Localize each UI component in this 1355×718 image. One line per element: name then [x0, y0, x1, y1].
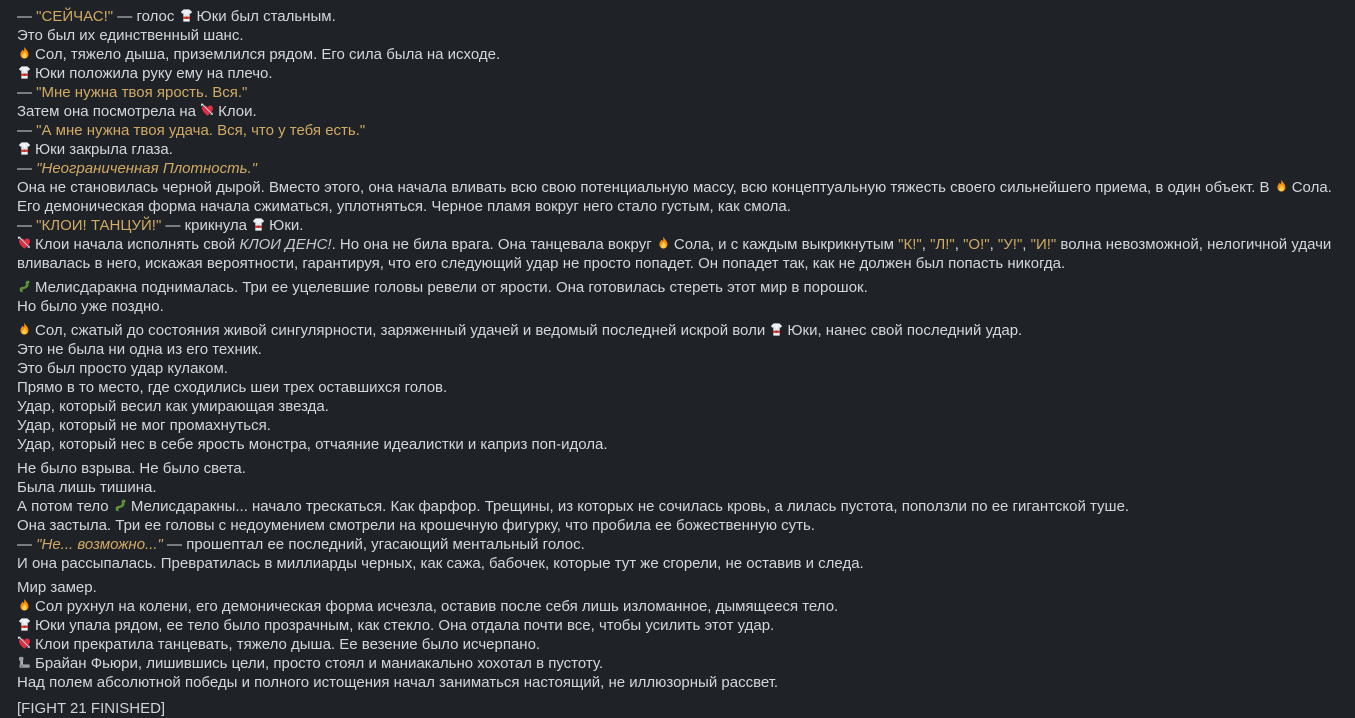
- story-line: [17, 516, 1341, 535]
- story-line: [17, 397, 1341, 416]
- text-segment: Клои.: [218, 103, 257, 120]
- text-segment: Удар, который не мог промахнуться.: [17, 417, 271, 434]
- fire-emoji: [17, 46, 32, 61]
- text-segment: —: [17, 84, 37, 101]
- story-line: [17, 121, 1341, 140]
- text-segment: Сол рухнул на колени, его демоническая форма исчезла, оставив после себя лишь изломанное, дымящееся тело.: [35, 598, 839, 615]
- text-segment: Юки был стальным.: [196, 8, 336, 25]
- text-segment: КЛОИ ДЕНС!: [239, 236, 332, 253]
- text-segment: Юки закрыла глаза.: [35, 141, 173, 158]
- text-segment: Сол, сжатый до состояния живой сингулярности, заряженный удачей и ведомый последней искрой воли: [35, 322, 770, 339]
- story-paragraph: [17, 7, 1341, 273]
- text-segment: —: [17, 160, 37, 177]
- text-segment: Сола.: [1291, 179, 1332, 196]
- story-paragraph: [17, 578, 1341, 692]
- story-line: [17, 7, 1341, 26]
- story-line: [17, 554, 1341, 573]
- text-segment: Юки упала рядом, ее тело было прозрачным, как стекло. Она отдала почти все, чтобы усилить этот удар.: [35, 617, 775, 634]
- text-segment: "А мне нужна твоя удача. Вся, что у тебя есть.": [36, 122, 366, 139]
- text-segment: "Неограниченная Плотность.": [36, 160, 257, 177]
- heart-with-arrow-emoji: [17, 236, 32, 251]
- story-line: [17, 578, 1341, 597]
- story-line: [17, 45, 1341, 64]
- text-segment: Клои прекратила танцевать, тяжело дыша. Ее везение было исчерпано.: [35, 636, 541, 653]
- heart-with-arrow-emoji: [17, 636, 32, 651]
- text-segment: Его демоническая форма начала сжиматься, уплотняться. Черное пламя вокруг него стало густым, как смола.: [17, 198, 791, 215]
- text-segment: Мелисдаракна поднималась. Три ее уцелевшие головы ревели от ярости. Она готовилась стереть этот мир в порошок.: [35, 279, 868, 296]
- text-segment: Брайан Фьюри, лишившись цели, просто стоял и маниакально хохотал в пустоту.: [35, 655, 604, 672]
- text-segment: —: [17, 217, 37, 234]
- story-line: [17, 321, 1341, 340]
- text-segment: —: [17, 8, 37, 25]
- text-segment: Мелисдаракны... начало трескаться. Как фарфор. Трещины, из которых не сочилась кровь, а лилась пустота, поползли по ее гигантской туше.: [130, 498, 1130, 515]
- story-line: [17, 478, 1341, 497]
- story-paragraph: [17, 278, 1341, 316]
- story-paragraph: [17, 321, 1341, 454]
- text-segment: Прямо в то место, где сходились шеи трех оставшихся голов.: [17, 379, 448, 396]
- story-line: [17, 535, 1341, 554]
- heart-with-arrow-emoji: [200, 103, 215, 118]
- text-segment: "Мне нужна твоя ярость. Вся.": [36, 84, 248, 101]
- martial-arts-uniform-emoji: [17, 141, 32, 156]
- text-segment: "СЕЙЧАС!": [36, 8, 114, 25]
- story-line: [17, 197, 1341, 216]
- dragon-emoji: [113, 498, 128, 513]
- story-line: [17, 140, 1341, 159]
- martial-arts-uniform-emoji: [179, 8, 194, 23]
- text-segment: Не было взрыва. Не было света.: [17, 460, 246, 477]
- text-segment: "Л!": [930, 236, 955, 253]
- text-segment: волна невозможной, нелогичной удачи вливалась в него, искажая вероятности, гарантируя, что его следующий удар не просто попадет. Он попадет так, как не должен был попасть никогда.: [17, 236, 1332, 272]
- fight-finished-status: [FIGHT 21 FINISHED]: [17, 700, 166, 717]
- text-segment: Над полем абсолютной победы и полного истощения начал заниматься настоящий, не иллюзорный рассвет.: [17, 674, 779, 691]
- story-line: [17, 378, 1341, 397]
- story-line: [17, 340, 1341, 359]
- text-segment: Удар, который нес в себе ярость монстра, отчаяние идеалистки и каприз поп-идола.: [17, 436, 608, 453]
- text-segment: — крикнула: [161, 217, 252, 234]
- text-segment: Затем она посмотрела на: [17, 103, 201, 120]
- story-line: [17, 278, 1341, 297]
- text-segment: Но было уже поздно.: [17, 298, 164, 315]
- text-segment: "Не... возможно...": [36, 536, 163, 553]
- text-segment: "К!": [898, 236, 922, 253]
- martial-arts-uniform-emoji: [251, 217, 266, 232]
- text-segment: Она застыла. Три ее головы с недоумением смотрели на крошечную фигурку, что пробила ее божественную суть.: [17, 517, 815, 534]
- text-segment: Это был просто удар кулаком.: [17, 360, 228, 377]
- story-line: [17, 459, 1341, 478]
- story-line: [17, 635, 1341, 654]
- story-paragraphs: [17, 7, 1341, 692]
- martial-arts-uniform-emoji: [17, 65, 32, 80]
- martial-arts-uniform-emoji: [769, 322, 784, 337]
- text-segment: Сол, тяжело дыша, приземлился рядом. Его сила была на исходе.: [35, 46, 501, 63]
- text-segment: Юки.: [269, 217, 304, 234]
- text-segment: А потом тело: [17, 498, 113, 515]
- text-segment: . Но она не била врага. Она танцевала вокруг: [331, 236, 656, 253]
- fire-emoji: [17, 598, 32, 613]
- martial-arts-uniform-emoji: [17, 617, 32, 632]
- text-segment: —: [17, 122, 37, 139]
- story-line: [17, 654, 1341, 673]
- text-segment: ,: [989, 236, 998, 253]
- story-line: [17, 435, 1341, 454]
- story-line: [17, 235, 1341, 273]
- story-paragraph: [17, 459, 1341, 573]
- mechanical-arm-emoji: [17, 655, 32, 670]
- text-segment: — прошептал ее последний, угасающий ментальный голос.: [162, 536, 585, 553]
- text-segment: ,: [1022, 236, 1031, 253]
- text-segment: Это не была ни одна из его техник.: [17, 341, 262, 358]
- text-segment: "КЛОИ! ТАНЦУЙ!": [36, 217, 162, 234]
- text-segment: ,: [921, 236, 931, 253]
- fire-emoji: [656, 236, 671, 251]
- dragon-emoji: [17, 279, 32, 294]
- text-segment: Сола, и с каждым выкрикнутым: [673, 236, 899, 253]
- text-segment: Удар, который весил как умирающая звезда.: [17, 398, 329, 415]
- text-segment: Мир замер.: [17, 579, 97, 596]
- text-segment: И она рассыпалась. Превратилась в миллиарды черных, как сажа, бабочек, которые тут же сгорели, не оставив и следа.: [17, 555, 864, 572]
- story-line: [17, 597, 1341, 616]
- text-segment: Это был их единственный шанс.: [17, 27, 244, 44]
- story-line: [17, 83, 1341, 102]
- story-line: [17, 159, 1341, 178]
- story-line: [17, 616, 1341, 635]
- text-segment: — голос: [113, 8, 179, 25]
- text-segment: Юки, нанес свой последний удар.: [787, 322, 1023, 339]
- story-line: [17, 497, 1341, 516]
- text-segment: Она не становилась черной дырой. Вместо этого, она начала вливать всю свою потенциальную массу, всю концептуальную тяжесть своего сильнейшего приема, в один объект. В: [17, 179, 1274, 196]
- story-line: [17, 416, 1341, 435]
- story-line: [17, 178, 1341, 197]
- text-segment: "О!": [963, 236, 990, 253]
- fire-emoji: [17, 322, 32, 337]
- text-segment: Юки положила руку ему на плечо.: [35, 65, 273, 82]
- story-line: [17, 359, 1341, 378]
- text-segment: Клои начала исполнять свой: [35, 236, 240, 253]
- text-segment: "У!": [997, 236, 1023, 253]
- story-line: [17, 102, 1341, 121]
- text-segment: "И!": [1030, 236, 1057, 253]
- text-segment: Была лишь тишина.: [17, 479, 157, 496]
- fire-emoji: [1274, 179, 1289, 194]
- story-line: [17, 673, 1341, 692]
- text-segment: —: [17, 536, 37, 553]
- text-segment: ,: [954, 236, 964, 253]
- story-line: [17, 26, 1341, 45]
- story-line: [17, 297, 1341, 316]
- story-line: [17, 216, 1341, 235]
- story-line: [17, 64, 1341, 83]
